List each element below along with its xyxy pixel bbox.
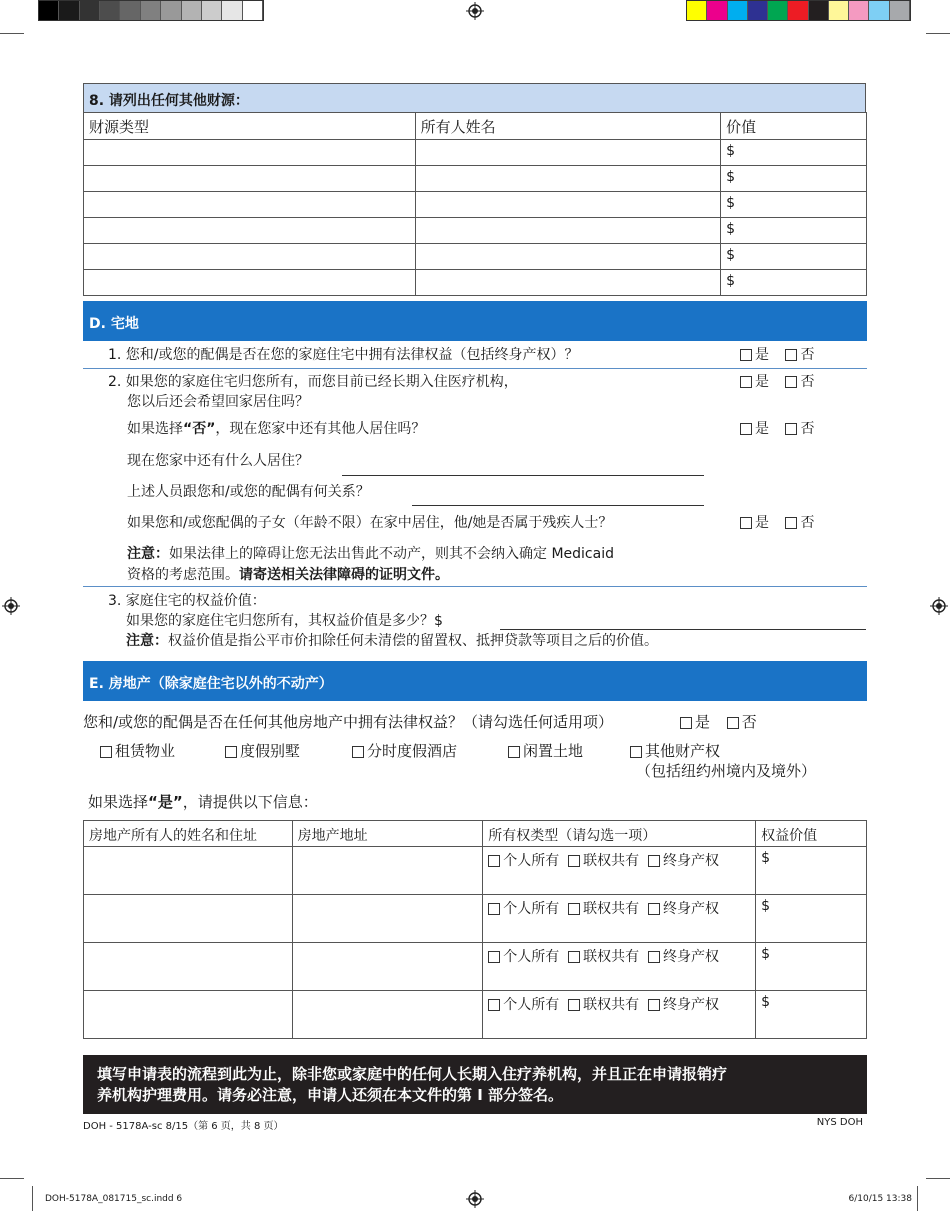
color-calibration-bar <box>686 0 911 21</box>
completion-notice-line1: 填写申请表的流程到此为止，除非您或家庭中的任何人长期入住疗养机构，并且正在申请报销疗 <box>97 1065 728 1083</box>
resource-type-cell[interactable] <box>84 270 416 296</box>
checkbox-no[interactable] <box>785 376 797 388</box>
note-d2-line1: 注意：如果法律上的障碍让您无法出售此不动产，则其不会纳入确定 Medicaid <box>127 546 614 562</box>
completion-notice-line2: 养机构护理费用。请务必注意，申请人还须在本文件的第 I 部分签名。 <box>97 1086 564 1104</box>
value-cell[interactable]: $ <box>721 192 867 218</box>
color-swatch <box>202 1 222 20</box>
ownership-options: 个人所有 联权共有 终身产权 <box>483 895 756 943</box>
question-d2-who: 现在您家中还有什么人居住？ <box>127 453 309 469</box>
section-8-title: 8. 请列出任何其他财源： <box>89 93 249 109</box>
question-d3-title: 3. 家庭住宅的权益价值： <box>108 593 266 609</box>
table-row <box>84 895 867 943</box>
property-type-vacant-land: 闲置土地 <box>508 740 583 761</box>
checkbox[interactable] <box>648 951 660 963</box>
property-address-cell[interactable] <box>292 847 483 895</box>
checkbox[interactable] <box>225 746 237 758</box>
divider <box>83 368 867 369</box>
color-swatch <box>788 1 808 20</box>
table-row <box>84 166 867 192</box>
checkbox[interactable] <box>568 951 580 963</box>
resource-type-cell[interactable] <box>84 166 416 192</box>
color-swatch <box>809 1 829 20</box>
table-row <box>84 270 867 296</box>
registration-mark-icon <box>466 2 484 20</box>
crop-mark <box>0 1178 24 1179</box>
other-resources-table <box>83 112 867 296</box>
checkbox[interactable] <box>648 855 660 867</box>
owner-name-cell[interactable] <box>415 140 721 166</box>
who-lives-field[interactable] <box>342 475 704 476</box>
checkbox-no[interactable] <box>785 423 797 435</box>
question-d3-line1: 如果您的家庭住宅归您所有，其权益价值是多少？$ <box>126 613 443 629</box>
table-row <box>84 991 867 1039</box>
section-e-header <box>83 661 867 701</box>
color-swatch <box>80 1 100 20</box>
crop-mark <box>32 1186 33 1211</box>
slug-date: 6/10/15 13:38 <box>848 1194 912 1204</box>
section-e-title: E. 房地产（除家庭住宅以外的不动产） <box>89 676 333 692</box>
value-cell[interactable]: $ <box>721 140 867 166</box>
resource-type-cell[interactable] <box>84 192 416 218</box>
crop-mark <box>917 1186 918 1211</box>
if-yes-instruction: 如果选择“是”，请提供以下信息： <box>88 793 318 811</box>
section-d-header <box>83 301 867 341</box>
equity-value-cell[interactable]: $ <box>756 943 867 991</box>
yes-no-d2-others: 是 否 <box>740 418 814 438</box>
checkbox-no[interactable] <box>727 717 739 729</box>
checkbox[interactable] <box>568 855 580 867</box>
table-row <box>84 847 867 895</box>
question-d2-no: 如果选择“否”，现在您家中还有其他人居住吗？ <box>127 421 426 437</box>
property-address-cell[interactable] <box>292 943 483 991</box>
slug-file: DOH-5178A_081715_sc.indd 6 <box>45 1194 183 1204</box>
registration-mark-icon <box>930 597 948 615</box>
checkbox[interactable] <box>488 903 500 915</box>
checkbox[interactable] <box>648 999 660 1011</box>
question-d2-line2: 您以后还会希望回家居住吗？ <box>127 394 309 410</box>
checkbox-no[interactable] <box>785 349 797 361</box>
yes-no-d2-child: 是 否 <box>740 512 814 532</box>
value-cell[interactable]: $ <box>721 218 867 244</box>
equity-value-cell[interactable]: $ <box>756 895 867 943</box>
value-cell[interactable]: $ <box>721 270 867 296</box>
color-swatch <box>890 1 910 20</box>
owner-name-address-cell[interactable] <box>84 847 293 895</box>
completion-notice <box>83 1055 867 1114</box>
property-type-other-note: （包括纽约州境内及境外） <box>636 762 817 780</box>
table-row <box>84 943 867 991</box>
color-swatch <box>120 1 140 20</box>
resource-type-cell[interactable] <box>84 140 416 166</box>
real-estate-table <box>83 820 867 1039</box>
divider <box>83 586 867 587</box>
crop-mark <box>926 33 950 34</box>
owner-name-address-cell[interactable] <box>84 895 293 943</box>
ownership-options: 个人所有 联权共有 终身产权 <box>483 847 756 895</box>
header-owner-name: 所有人姓名 <box>415 113 721 140</box>
color-swatch <box>829 1 849 20</box>
registration-mark-icon <box>466 1190 484 1208</box>
resource-type-cell[interactable] <box>84 218 416 244</box>
value-cell[interactable]: $ <box>721 244 867 270</box>
question-d1: 1. 您和/或您的配偶是否在您的家庭住宅中拥有法律权益（包括终身产权）？ <box>108 347 579 363</box>
color-swatch <box>222 1 242 20</box>
checkbox-yes[interactable] <box>740 376 752 388</box>
ownership-options: 个人所有 联权共有 终身产权 <box>483 943 756 991</box>
color-swatch <box>728 1 748 20</box>
crop-mark <box>926 1178 950 1179</box>
owner-name-cell[interactable] <box>415 192 721 218</box>
checkbox-yes[interactable] <box>680 717 692 729</box>
property-type-rental: 租赁物业 <box>100 740 175 761</box>
color-swatch <box>748 1 768 20</box>
checkbox[interactable] <box>352 746 364 758</box>
checkbox[interactable] <box>100 746 112 758</box>
table-row <box>84 140 867 166</box>
registration-mark-icon <box>2 597 20 615</box>
grayscale-calibration-bar <box>38 0 264 21</box>
question-d2-relation: 上述人员跟您和/或您的配偶有何关系？ <box>127 484 370 500</box>
owner-name-address-cell[interactable] <box>84 943 293 991</box>
relation-field[interactable] <box>412 505 704 506</box>
color-swatch <box>161 1 181 20</box>
section-d-title: D. 宅地 <box>89 316 139 332</box>
color-swatch <box>869 1 889 20</box>
ownership-options: 个人所有 联权共有 终身产权 <box>483 991 756 1039</box>
header-value: 价值 <box>721 113 867 140</box>
checkbox-no[interactable] <box>785 517 797 529</box>
checkbox-yes[interactable] <box>740 349 752 361</box>
equity-value-cell[interactable]: $ <box>756 991 867 1039</box>
color-swatch <box>182 1 202 20</box>
question-d2-line1: 2. 如果您的家庭住宅归您所有，而您目前已经长期入住医疗机构， <box>108 374 518 390</box>
table-row <box>84 192 867 218</box>
color-swatch <box>59 1 79 20</box>
table-row <box>84 218 867 244</box>
checkbox-yes[interactable] <box>740 517 752 529</box>
property-type-vacation: 度假别墅 <box>225 740 300 761</box>
color-swatch <box>243 1 263 20</box>
note-d2-line2: 资格的考虑范围。请寄送相关法律障碍的证明文件。 <box>127 567 449 583</box>
header-property-address: 房地产地址 <box>292 821 483 847</box>
header-resource-type: 财源类型 <box>84 113 416 140</box>
owner-name-cell[interactable] <box>415 270 721 296</box>
owner-name-cell[interactable] <box>415 166 721 192</box>
header-owner-name-address: 房地产所有人的姓名和住址 <box>84 821 293 847</box>
checkbox[interactable] <box>630 746 642 758</box>
question-d3-note: 注意：权益价值是指公平市价扣除任何未清偿的留置权、抵押贷款等项目之后的价值。 <box>126 633 658 649</box>
color-swatch <box>39 1 59 20</box>
checkbox[interactable] <box>508 746 520 758</box>
resource-type-cell[interactable] <box>84 244 416 270</box>
header-equity-value: 权益价值 <box>756 821 867 847</box>
table-row <box>84 244 867 270</box>
property-address-cell[interactable] <box>292 991 483 1039</box>
color-swatch <box>687 1 707 20</box>
header-ownership-type: 所有权类型（请勾选一项） <box>483 821 756 847</box>
color-swatch <box>100 1 120 20</box>
section-8-header <box>83 83 866 113</box>
color-swatch <box>768 1 788 20</box>
owner-name-address-cell[interactable] <box>84 991 293 1039</box>
equity-value-cell[interactable]: $ <box>756 847 867 895</box>
property-type-timeshare: 分时度假酒店 <box>352 740 457 761</box>
yes-no-d2: 是 否 <box>740 371 814 391</box>
agency-label: NYS DOH <box>816 1117 863 1128</box>
question-e: 您和/或您的配偶是否在任何其他房地产中拥有法律权益？（请勾选任何适用项） <box>83 713 614 731</box>
checkbox[interactable] <box>648 903 660 915</box>
form-id: DOH - 5178A-sc 8/15（第 6 页，共 8 页） <box>83 1121 284 1132</box>
crop-mark <box>0 33 24 34</box>
value-cell[interactable]: $ <box>721 166 867 192</box>
checkbox[interactable] <box>568 999 580 1011</box>
checkbox-yes[interactable] <box>740 423 752 435</box>
property-address-cell[interactable] <box>292 895 483 943</box>
question-d2-child: 如果您和/或您配偶的子女（年龄不限）在家中居住，他/她是否属于残疾人士？ <box>127 515 613 531</box>
yes-no-e: 是 否 <box>680 711 757 732</box>
color-swatch <box>849 1 869 20</box>
checkbox[interactable] <box>488 951 500 963</box>
color-swatch <box>141 1 161 20</box>
color-swatch <box>707 1 727 20</box>
yes-no-d1: 是 否 <box>740 344 814 364</box>
checkbox[interactable] <box>488 999 500 1011</box>
checkbox[interactable] <box>568 903 580 915</box>
owner-name-cell[interactable] <box>415 244 721 270</box>
property-type-other: 其他财产权 <box>630 740 720 761</box>
checkbox[interactable] <box>488 855 500 867</box>
owner-name-cell[interactable] <box>415 218 721 244</box>
